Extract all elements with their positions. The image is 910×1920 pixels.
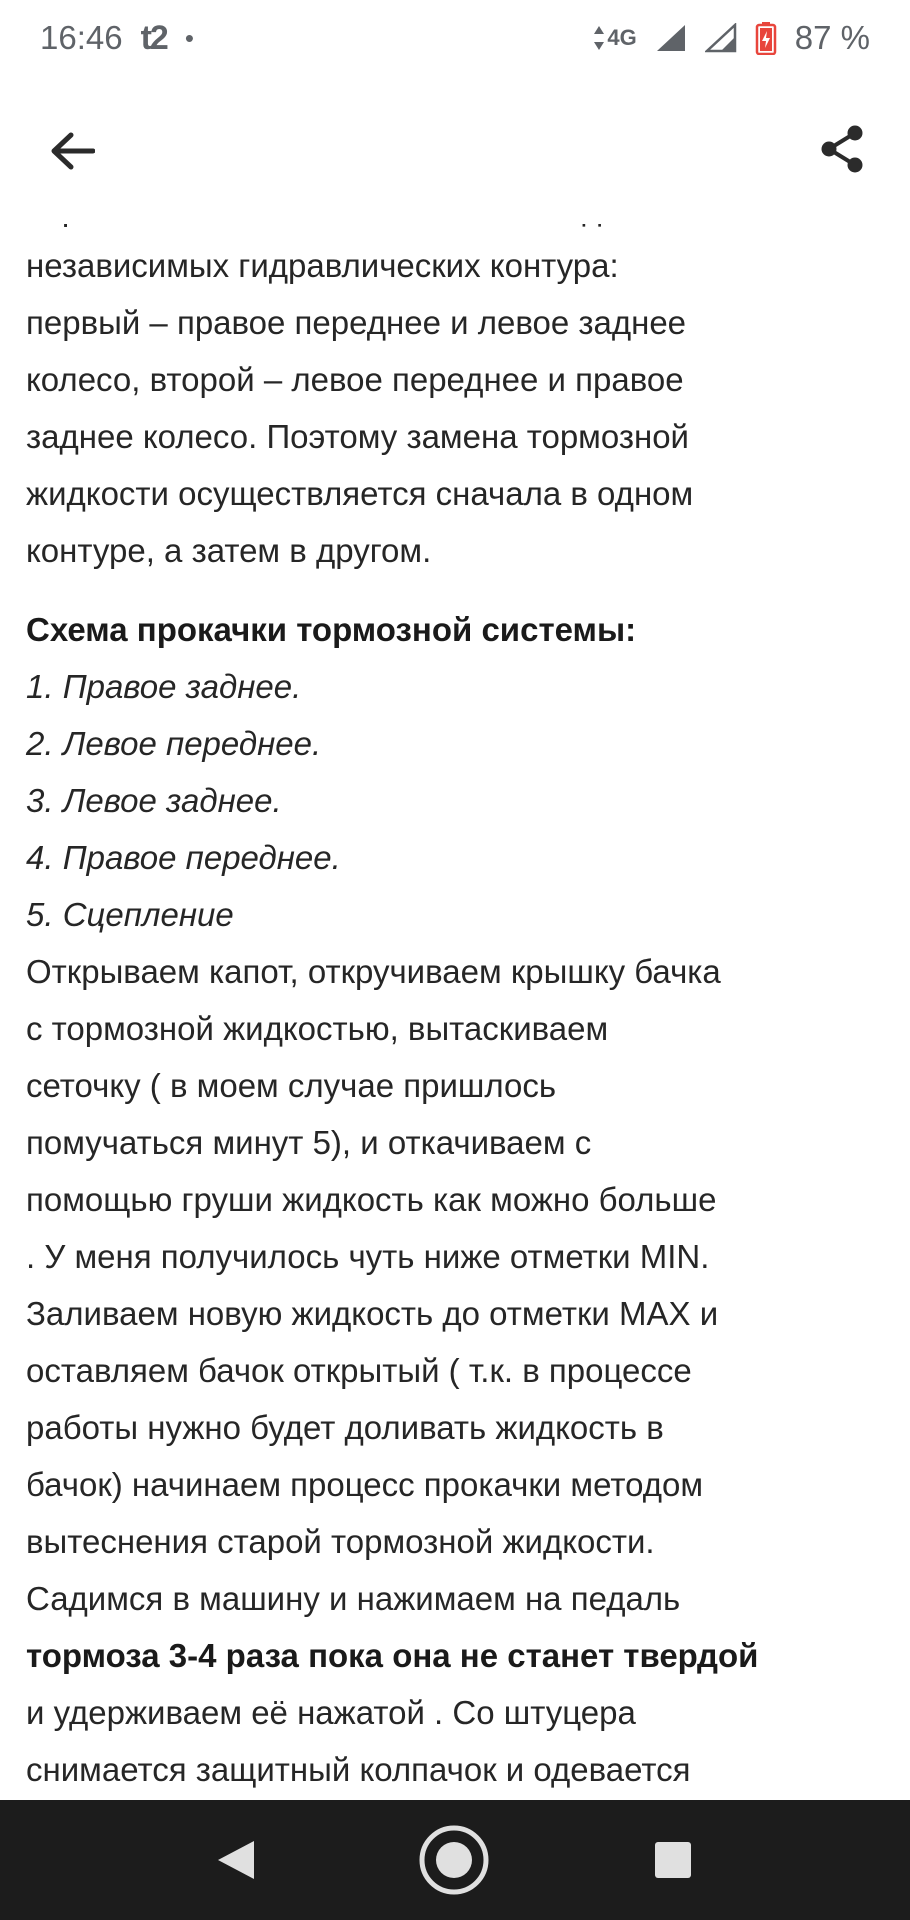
text-line: первый – правое переднее и левое заднее (26, 304, 687, 341)
scheme-item: 5. Сцепление (26, 896, 234, 933)
text-line: . У меня получилось чуть ниже отметки MIN. (26, 1238, 710, 1275)
app-bar (0, 76, 910, 224)
scheme-item: 1. Правое заднее. (26, 668, 302, 705)
text-line: снимается защитный колпачок и одевается (26, 1751, 691, 1788)
text-line: Открываем капот, откручиваем крышку бачка (26, 953, 721, 990)
status-time: 16:46 (40, 19, 123, 56)
nav-back-button[interactable] (214, 1838, 258, 1882)
text-line: колесо, второй – левое переднее и правое (26, 361, 684, 398)
text-line: Заливаем новую жидкость до отметки MAX и (26, 1295, 719, 1332)
status-left (40, 19, 194, 58)
back-button[interactable] (44, 126, 100, 176)
text-line: вытеснения старой тормозной жидкости. (26, 1523, 655, 1560)
network-type: 4G (593, 24, 636, 52)
battery-icon (755, 21, 777, 55)
navigation-bar (0, 1800, 910, 1920)
text-line: помучаться минут 5), и откачиваем с (26, 1124, 592, 1161)
status-bar (0, 0, 910, 76)
scheme-item: 2. Левое переднее. (26, 725, 322, 762)
text-line: и удерживаем её нажатой . Со штуцера (26, 1694, 636, 1731)
carrier-logo: t2 (140, 18, 167, 57)
scheme-heading: Схема прокачки тормозной системы: (26, 611, 637, 648)
text-line: заднее колесо. Поэтому замена тормозной (26, 418, 689, 455)
scheme-item: 4. Правое переднее. (26, 839, 341, 876)
signal-icon (655, 23, 687, 53)
battery-level: 87 % (794, 19, 870, 56)
nav-back-icon (214, 1838, 258, 1882)
share-icon (819, 124, 865, 174)
nav-recents-button[interactable] (654, 1841, 692, 1879)
text-line: бачок) начинаем процесс прокачки методом (26, 1466, 704, 1503)
text-line: помощью груши жидкость как можно больше (26, 1181, 717, 1218)
text-line: контуре, а затем в другом. (26, 532, 432, 569)
arrow-back-icon (49, 131, 95, 171)
text-line: работы нужно будет доливать жидкость в (26, 1409, 664, 1446)
share-button[interactable] (814, 121, 870, 177)
nav-home-icon (418, 1824, 490, 1896)
nav-recents-icon (654, 1841, 692, 1879)
text-line: жидкости осуществляется сначала в одном (26, 475, 694, 512)
text-line: оставляем бачок открытый ( т.к. в процессе (26, 1352, 692, 1389)
data-activity-icon (593, 24, 605, 52)
signal-icon-2 (705, 23, 737, 53)
text-line: независимых гидравлических контура: (26, 247, 619, 284)
article-intro (26, 180, 882, 579)
notification-dot: • (184, 22, 194, 53)
scheme-item: 3. Левое заднее. (26, 782, 282, 819)
bold-text-line: тормоза 3-4 раза пока она не станет твердой (26, 1637, 759, 1674)
text-line: сеточку ( в моем случае пришлось (26, 1067, 557, 1104)
article-content (26, 180, 882, 1798)
status-right (593, 19, 870, 57)
text-line: с тормозной жидкостью, вытаскиваем (26, 1010, 609, 1047)
text-line: Садимся в машину и нажимаем на педаль (26, 1580, 681, 1617)
nav-home-button[interactable] (418, 1824, 490, 1896)
